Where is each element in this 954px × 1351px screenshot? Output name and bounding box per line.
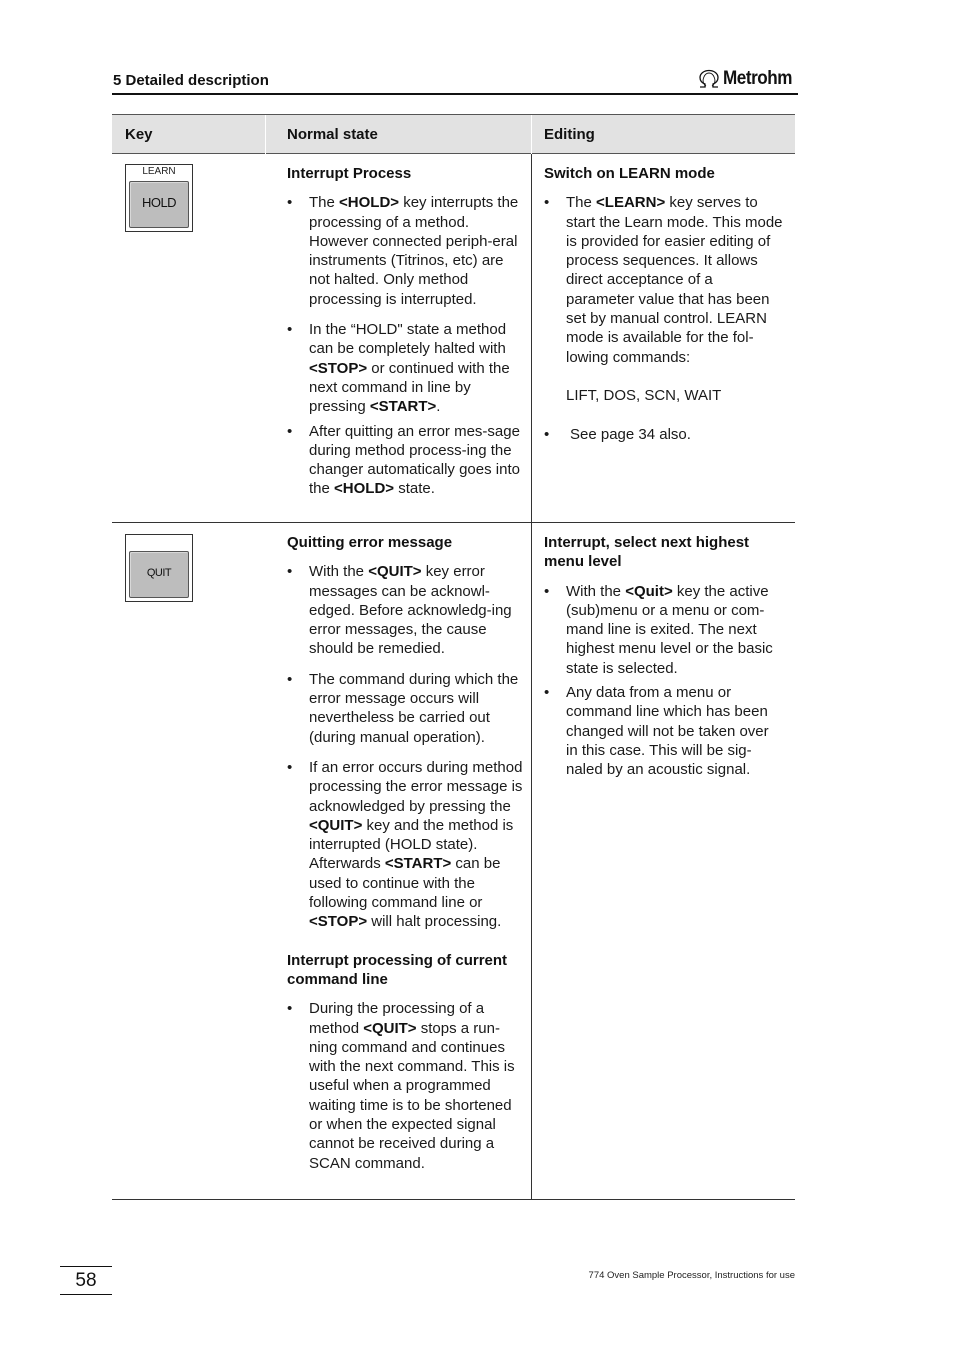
bullet-text: can be used to continue with the following command line or (309, 855, 501, 912)
hold-editing-cell (544, 164, 784, 445)
bullet-text: key error messages can be acknowl-edged. Before acknowledg-ing error messages, the cause should be remedied. (309, 563, 512, 658)
header-divider (265, 115, 266, 154)
hold-learn-key (125, 164, 193, 232)
header-rule (112, 93, 798, 95)
quit-normal-state-cell (287, 533, 523, 1173)
section-title: 5 Detailed description (113, 72, 269, 89)
key-name: <STOP> (309, 913, 368, 931)
key-face (129, 551, 189, 598)
bullet-text: The (566, 194, 597, 212)
bullet-list (544, 193, 784, 444)
bullet-text: During the processing of a method (309, 1000, 485, 1037)
key-name: <QUIT> (309, 816, 363, 834)
subheading: Interrupt processing of current command line (287, 951, 508, 988)
column-header-key: Key (125, 126, 153, 143)
key-face (129, 181, 189, 228)
list-item (287, 422, 523, 499)
page-number-top-rule (60, 1266, 112, 1267)
bullet-text: . (436, 398, 441, 416)
list-item (544, 193, 784, 405)
bullet-text: In the “HOLD" state a method can be completely halted with (309, 321, 507, 358)
column-divider (531, 154, 532, 1200)
column-header-normal-state: Normal state (287, 126, 378, 143)
key-main-label: HOLD (141, 195, 177, 210)
bullet-list (287, 999, 523, 1173)
quit-editing-cell (544, 533, 784, 780)
key-secondary-label: LEARN (142, 166, 176, 177)
bullet-text: or continued with the next command in line by pressing (309, 359, 510, 416)
bullet-text: will halt processing. (367, 913, 502, 931)
list-item (287, 320, 523, 416)
list-item (287, 193, 523, 309)
list-item (544, 425, 784, 444)
bullet-text: stops a run-ning command and continues with the next command. This is useful when a programmed waiting time is to be shortened or when the expected signal cannot be received during a SCAN command. (309, 1019, 515, 1172)
table-bottom-rule (112, 1199, 795, 1200)
key-name: <QUIT> (363, 1019, 417, 1037)
bullet-text: state. (394, 480, 435, 498)
list-item (544, 582, 784, 678)
table-header-row (112, 114, 795, 154)
key-name: <Quit> (625, 582, 673, 600)
key-name: <START> (369, 398, 437, 416)
subheading: Interrupt Process (287, 165, 412, 182)
subheading: Switch on LEARN mode (544, 165, 715, 182)
brand-name: Metrohm (723, 68, 793, 89)
list-item (287, 670, 523, 747)
bullet-text: With the (566, 582, 626, 600)
bullet-list (287, 193, 523, 498)
key-name: <STOP> (309, 359, 368, 377)
subheading: Quitting error message (287, 534, 453, 551)
bullet-text: key interrupts the processing of a method. However connected periph-eral instruments (Titrinos, etc) are not halted. Only method processing is interrupted. (309, 194, 519, 308)
hold-normal-state-cell (287, 164, 523, 499)
omega-icon (697, 69, 721, 89)
page-number: 58 (75, 1270, 97, 1291)
key-name: <HOLD> (334, 480, 395, 498)
bullet-text: With the (309, 563, 369, 581)
bullet-text: After quitting an error mes-sage during method process-ing the changer automatically goes into the (309, 422, 520, 498)
bullet-text: See page 34 also. (570, 426, 691, 444)
bullet-text: Any data from a menu or command line which has been changed will not be taken over in this case. This will be sig-naled by an acoustic signal. (566, 684, 769, 779)
subheading: Interrupt, select next highest menu level (544, 534, 750, 571)
bullet-text: key and the method is interrupted (HOLD state). Afterwards (309, 816, 514, 873)
brand-logo (697, 66, 800, 92)
header-divider (531, 115, 532, 154)
list-item (544, 683, 784, 779)
column-header-editing: Editing (544, 126, 595, 143)
bullet-list (544, 582, 784, 780)
row-divider (112, 522, 795, 523)
document-title: 774 Oven Sample Processor, Instructions for use (588, 1270, 795, 1281)
bullet-text: key the active (sub)menu or a menu or com-mand line is exited. The next highest menu level or the basic state is selected. (566, 582, 773, 677)
key-description-table (112, 114, 795, 1200)
page-number-bottom-rule (60, 1294, 112, 1295)
list-item (287, 562, 523, 658)
bullet-text: If an error occurs during method processing the error message is acknowledged by pressing the (309, 758, 523, 815)
bullet-text: The command during which the error message occurs will nevertheless be carried out (during manual operation). (309, 670, 519, 746)
command-list: LIFT, DOS, SCN, WAIT (566, 386, 722, 404)
bullet-text: key serves to start the Learn mode. This mode is provided for easier editing of process sequences. It allows direct acceptance of a parameter value that has been set by manual control. LEARN mode is available for the fol-lowing commands: (566, 194, 783, 366)
key-name: <QUIT> (368, 563, 422, 581)
key-main-label: QUIT (146, 567, 172, 579)
key-name: <START> (384, 855, 452, 873)
quit-key (125, 534, 193, 602)
list-item (287, 758, 523, 932)
key-name: <LEARN> (596, 194, 666, 212)
bullet-list (287, 562, 523, 931)
bullet-text: The (309, 194, 340, 212)
key-name: <HOLD> (339, 194, 400, 212)
list-item (287, 999, 523, 1173)
